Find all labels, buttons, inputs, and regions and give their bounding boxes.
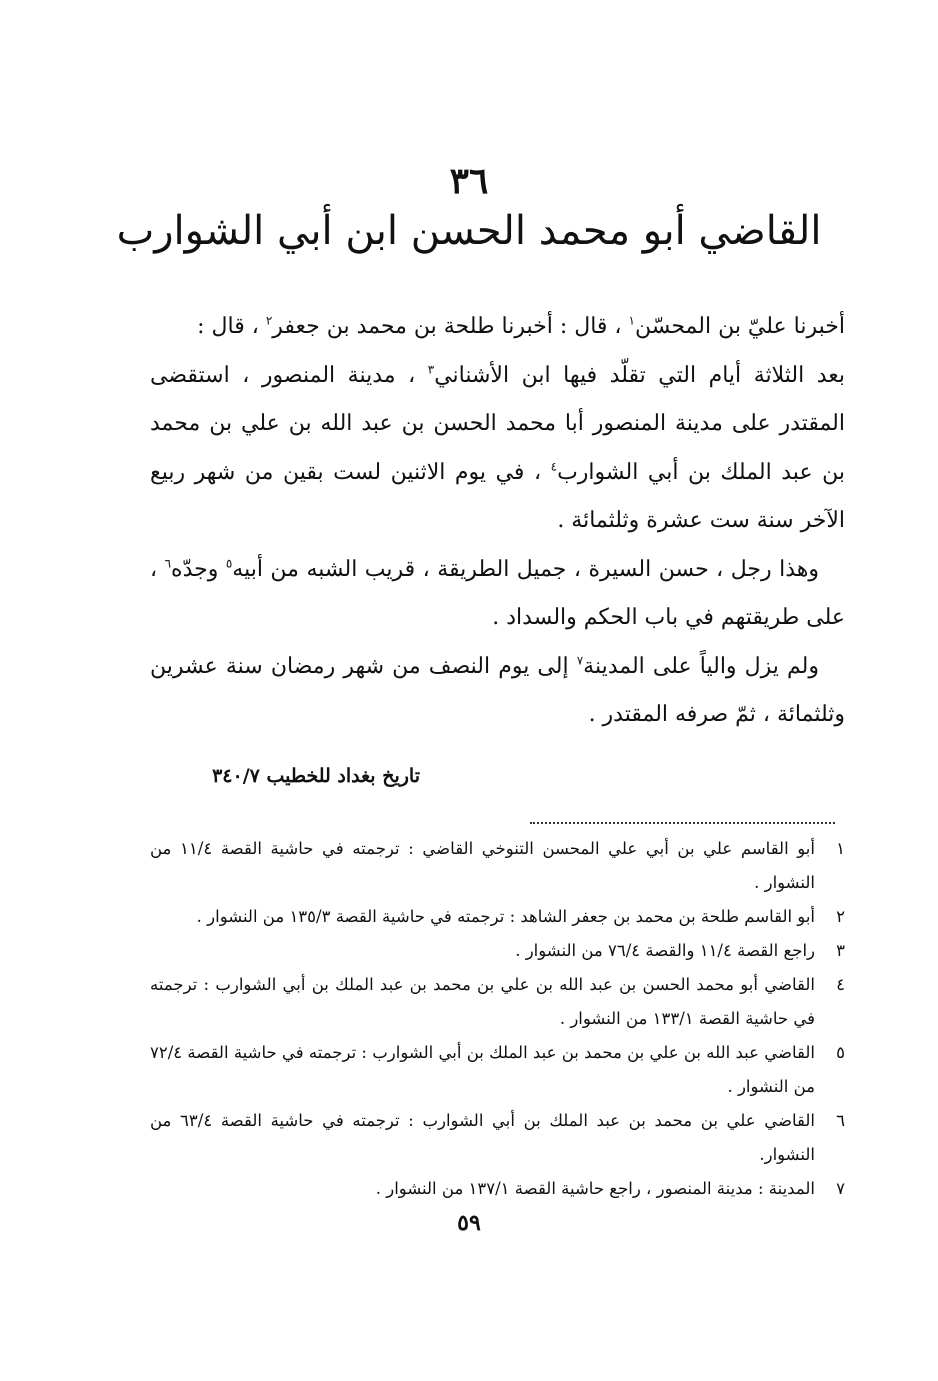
footnote-number: ٥ xyxy=(836,1043,845,1062)
paragraph-1 xyxy=(150,303,845,352)
footnote-item xyxy=(150,1104,845,1172)
footnote-text: القاضي عبد الله بن علي بن محمد بن عبد الملك بن أبي الشوارب : ترجمته في حاشية القصة ٧٢/٤ من النشوار . xyxy=(150,1043,815,1096)
footnote-item xyxy=(150,968,845,1036)
footnote-divider xyxy=(530,822,835,824)
text-run: ، على طريقتهم في باب الحكم والسداد . xyxy=(150,556,845,630)
footnote-item xyxy=(150,934,845,968)
footnote-ref: ٢ xyxy=(265,313,273,328)
paragraph-3 xyxy=(150,546,845,643)
story-body xyxy=(150,303,845,740)
text-run: وجدّه xyxy=(171,556,226,582)
footnote-ref: ٤ xyxy=(550,459,558,474)
story-title: القاضي أبو محمد الحسن ابن أبي الشوارب xyxy=(116,208,822,254)
text-run: وهذا رجل ، حسن السيرة ، جميل الطريقة ، قريب الشبه من أبيه xyxy=(232,556,819,582)
paragraph-4 xyxy=(150,643,845,740)
text-run: بعد الثلاثة أيام التي تقلّد فيها ابن الأشناني xyxy=(434,362,846,388)
text-run: أخبرنا عليّ بن المحسّن xyxy=(634,314,845,339)
footnote-item xyxy=(150,1172,845,1206)
text-run: ، في يوم الاثنين لست بقين من شهر ربيع الآخر سنة ست عشرة وثلثمائة . xyxy=(150,459,845,533)
footnote-item xyxy=(150,900,845,934)
footnote-ref: ٥ xyxy=(225,556,233,571)
text-run: ، مدينة المنصور ، استقضى المقتدر على مدينة المنصور أبا محمد الحسن بن عبد الله بن علي بن محمد بن عبد الملك بن أبي الشوارب xyxy=(150,362,845,485)
paragraph-2 xyxy=(150,352,845,546)
footnote-text: القاضي علي بن محمد بن عبد الملك بن أبي الشوارب : ترجمته في حاشية القصة ٦٣/٤ من النشوار. xyxy=(150,1111,816,1164)
page-number: ٥٩ xyxy=(457,1210,481,1236)
footnote-item xyxy=(150,832,845,900)
footnote-number: ٣ xyxy=(836,941,845,960)
footnote-number: ٢ xyxy=(836,907,845,926)
footnote-ref: ١ xyxy=(628,313,635,328)
footnote-item xyxy=(150,1036,845,1104)
footnote-number: ٦ xyxy=(836,1111,845,1130)
source-citation: تاريخ بغداد للخطيب ٣٤٠/٧ xyxy=(212,765,420,787)
footnote-text: أبو القاسم علي بن أبي علي المحسن التنوخي القاضي : ترجمته في حاشية القصة ١١/٤ من النشوار . xyxy=(150,839,815,892)
footnote-number: ٤ xyxy=(836,975,845,994)
footnote-text: المدينة : مدينة المنصور ، راجع حاشية القصة ١٣٧/١ من النشوار . xyxy=(375,1179,815,1198)
text-run: ولم يزل والياً على المدينة xyxy=(583,653,819,679)
footnote-text: القاضي أبو محمد الحسن بن عبد الله بن علي بن محمد بن عبد الملك بن أبي الشوارب : ترجمته في حاشية القصة ١٣٣/١ من النشوار . xyxy=(150,975,815,1028)
footnote-ref: ٦ xyxy=(164,556,172,571)
footnote-number: ٧ xyxy=(836,1179,845,1198)
footnotes-list xyxy=(150,832,845,1206)
text-run: ، قال : xyxy=(197,314,266,339)
footnote-number: ١ xyxy=(836,839,845,858)
footnote-text: أبو القاسم طلحة بن محمد بن جعفر الشاهد : ترجمته في حاشية القصة ١٣٥/٣ من النشوار . xyxy=(196,907,815,926)
text-run: إلى يوم النصف من شهر رمضان سنة عشرين وثلثمائة ، ثمّ صرفه المقتدر . xyxy=(150,653,845,727)
footnote-ref: ٧ xyxy=(576,653,584,668)
text-run: ، قال : أخبرنا طلحة بن محمد بن جعفر xyxy=(272,314,629,339)
story-number: ٣٦ xyxy=(449,160,489,202)
footnote-ref: ٣ xyxy=(427,362,435,377)
footnote-text: راجع القصة ١١/٤ والقصة ٧٦/٤ من النشوار . xyxy=(515,941,815,960)
